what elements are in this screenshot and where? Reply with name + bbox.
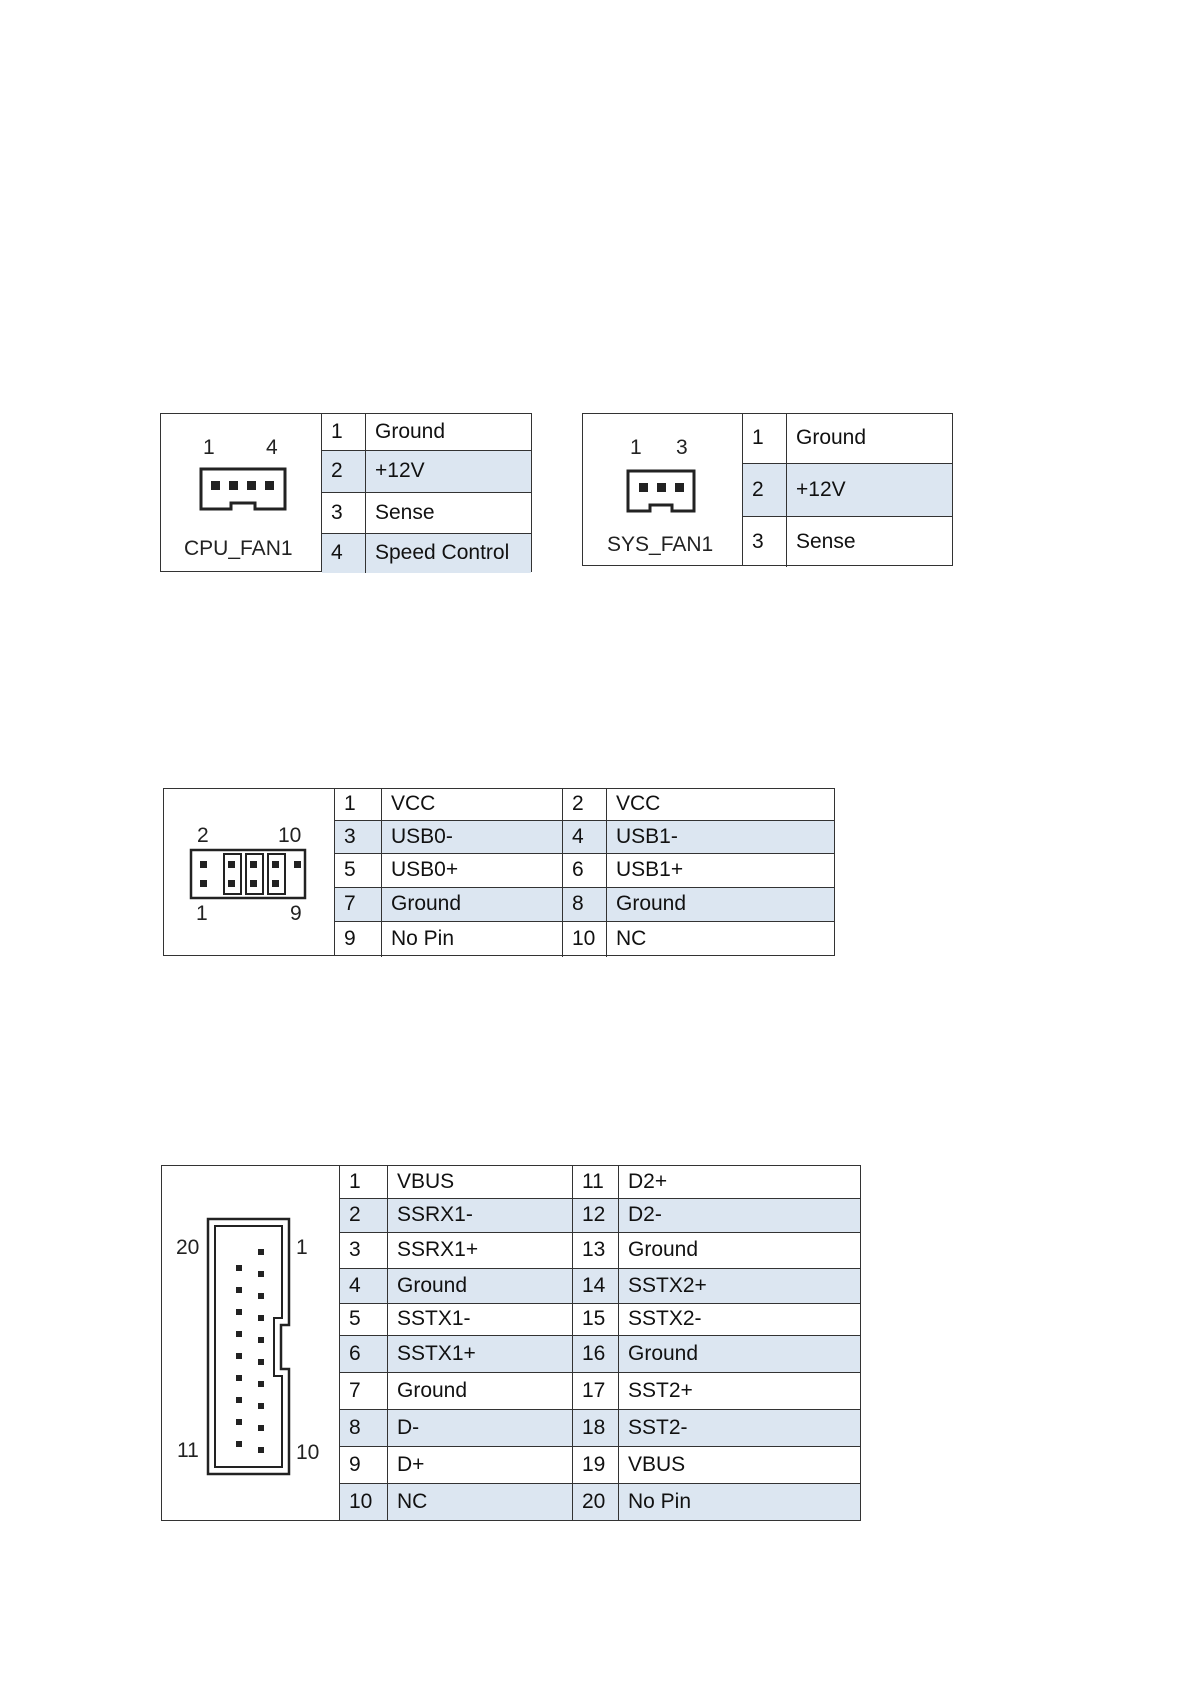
pin-number: 9 xyxy=(340,1446,388,1483)
usb3-label-top-right: 1 xyxy=(296,1236,308,1259)
sys-fan-diagram xyxy=(583,414,743,565)
pin-number: 7 xyxy=(335,887,382,921)
pin-number: 11 xyxy=(573,1166,619,1198)
pin-signal: D- xyxy=(388,1409,573,1446)
pin-signal: NC xyxy=(607,921,835,957)
pin-number: 6 xyxy=(563,853,607,887)
usb3-pin-table xyxy=(340,1166,860,1520)
usb2-label-top-left: 2 xyxy=(197,824,209,847)
pin-number: 6 xyxy=(340,1335,388,1372)
table-row xyxy=(322,492,531,533)
usb3-label-top-left: 20 xyxy=(176,1236,200,1259)
table-row xyxy=(340,1268,860,1303)
pin-number: 10 xyxy=(340,1483,388,1520)
pin-number: 3 xyxy=(335,820,382,853)
pin-number: 2 xyxy=(340,1198,388,1232)
pin-number: 8 xyxy=(340,1409,388,1446)
table-row xyxy=(335,789,834,820)
usb3-header-block xyxy=(161,1165,861,1521)
pin-number: 4 xyxy=(322,533,366,573)
usb2-header-diagram xyxy=(164,789,335,955)
table-row xyxy=(335,853,834,887)
cpu-fan-pin-table xyxy=(322,414,531,573)
table-row xyxy=(340,1409,860,1446)
cpu-fan-diagram xyxy=(161,414,322,571)
pin-number: 4 xyxy=(563,820,607,853)
pin-signal: USB1+ xyxy=(607,853,835,887)
pin-signal: D2- xyxy=(619,1198,861,1232)
pin-number: 1 xyxy=(340,1166,388,1198)
usb2-header-icon xyxy=(164,847,335,907)
usb3-label-bottom-right: 10 xyxy=(296,1441,320,1464)
usb3-label-bottom-left: 11 xyxy=(177,1439,199,1462)
sys-fan-connector-block xyxy=(582,413,953,566)
table-row xyxy=(340,1198,860,1232)
usb2-label-bottom-right: 9 xyxy=(290,902,302,925)
pin-number: 16 xyxy=(573,1335,619,1372)
pin-signal: Ground xyxy=(607,887,835,921)
cpu-fan-pin-last-label: 4 xyxy=(266,436,278,459)
pin-signal: SSRX1- xyxy=(388,1198,573,1232)
pin-number: 20 xyxy=(573,1483,619,1520)
pin-signal: VBUS xyxy=(388,1166,573,1198)
pin-signal: +12V xyxy=(366,450,532,492)
pin-signal: SST2- xyxy=(619,1409,861,1446)
pin-signal: VCC xyxy=(382,789,563,820)
pin-number: 2 xyxy=(563,789,607,820)
pin-signal: Sense xyxy=(366,492,532,533)
table-row xyxy=(340,1446,860,1483)
pin-number: 9 xyxy=(335,921,382,957)
usb2-label-top-right: 10 xyxy=(278,824,302,847)
pin-signal: No Pin xyxy=(382,921,563,957)
pin-signal: SSTX2- xyxy=(619,1303,861,1335)
table-row xyxy=(743,516,952,567)
sys-fan-pin-first-label: 1 xyxy=(630,436,642,459)
table-row xyxy=(340,1335,860,1372)
pin-number: 1 xyxy=(322,414,366,450)
pin-number: 15 xyxy=(573,1303,619,1335)
pin-number: 8 xyxy=(563,887,607,921)
table-row xyxy=(335,887,834,921)
table-row xyxy=(322,450,531,492)
table-row xyxy=(322,414,531,450)
pin-signal: Ground xyxy=(388,1372,573,1409)
pin-number: 17 xyxy=(573,1372,619,1409)
pin-number: 3 xyxy=(743,516,787,567)
pin-number: 4 xyxy=(340,1268,388,1303)
pin-signal: D+ xyxy=(388,1446,573,1483)
cpu-fan-connector-icon xyxy=(161,459,322,539)
pin-signal: VBUS xyxy=(619,1446,861,1483)
pin-signal: Speed Control xyxy=(366,533,532,573)
pin-number: 19 xyxy=(573,1446,619,1483)
pin-number: 5 xyxy=(335,853,382,887)
pin-signal: SSTX1- xyxy=(388,1303,573,1335)
table-row xyxy=(322,533,531,573)
usb2-header-block xyxy=(163,788,835,956)
cpu-fan-connector-name: CPU_FAN1 xyxy=(184,537,293,560)
pin-number: 3 xyxy=(340,1232,388,1268)
pin-number: 12 xyxy=(573,1198,619,1232)
table-row xyxy=(340,1372,860,1409)
sys-fan-connector-icon xyxy=(583,461,743,541)
pin-number: 2 xyxy=(743,463,787,516)
pin-number: 3 xyxy=(322,492,366,533)
table-row xyxy=(340,1483,860,1520)
pin-signal: Ground xyxy=(382,887,563,921)
table-row xyxy=(335,820,834,853)
sys-fan-connector-name: SYS_FAN1 xyxy=(607,533,714,556)
table-row xyxy=(340,1232,860,1268)
pin-signal: Ground xyxy=(388,1268,573,1303)
pin-number: 10 xyxy=(563,921,607,957)
pin-number: 7 xyxy=(340,1372,388,1409)
sys-fan-pin-last-label: 3 xyxy=(676,436,688,459)
pin-signal: VCC xyxy=(607,789,835,820)
pin-signal: Ground xyxy=(619,1232,861,1268)
table-row xyxy=(335,921,834,957)
pin-signal: USB0+ xyxy=(382,853,563,887)
pin-number: 1 xyxy=(743,414,787,463)
pin-signal: Ground xyxy=(619,1335,861,1372)
pin-signal: Sense xyxy=(787,516,953,567)
pin-number: 2 xyxy=(322,450,366,492)
cpu-fan-pin-first-label: 1 xyxy=(203,436,215,459)
pin-signal: SSRX1+ xyxy=(388,1232,573,1268)
pin-signal: USB0- xyxy=(382,820,563,853)
pin-signal: D2+ xyxy=(619,1166,861,1198)
pin-signal: USB1- xyxy=(607,820,835,853)
table-row xyxy=(340,1303,860,1335)
pin-number: 14 xyxy=(573,1268,619,1303)
pin-number: 5 xyxy=(340,1303,388,1335)
pin-number: 1 xyxy=(335,789,382,820)
pin-signal: No Pin xyxy=(619,1483,861,1520)
pin-signal: Ground xyxy=(366,414,532,450)
table-row xyxy=(340,1166,860,1198)
pin-number: 13 xyxy=(573,1232,619,1268)
pin-signal: SSTX1+ xyxy=(388,1335,573,1372)
table-row xyxy=(743,463,952,516)
table-row xyxy=(743,414,952,463)
usb2-pin-table xyxy=(335,789,834,957)
pin-signal: +12V xyxy=(787,463,953,516)
pin-signal: SSTX2+ xyxy=(619,1268,861,1303)
pin-signal: Ground xyxy=(787,414,953,463)
cpu-fan-connector-block xyxy=(160,413,532,572)
sys-fan-pin-table xyxy=(743,414,952,567)
pin-signal: SST2+ xyxy=(619,1372,861,1409)
usb2-label-bottom-left: 1 xyxy=(196,902,208,925)
usb3-header-diagram xyxy=(162,1166,340,1520)
pin-signal: NC xyxy=(388,1483,573,1520)
pin-number: 18 xyxy=(573,1409,619,1446)
